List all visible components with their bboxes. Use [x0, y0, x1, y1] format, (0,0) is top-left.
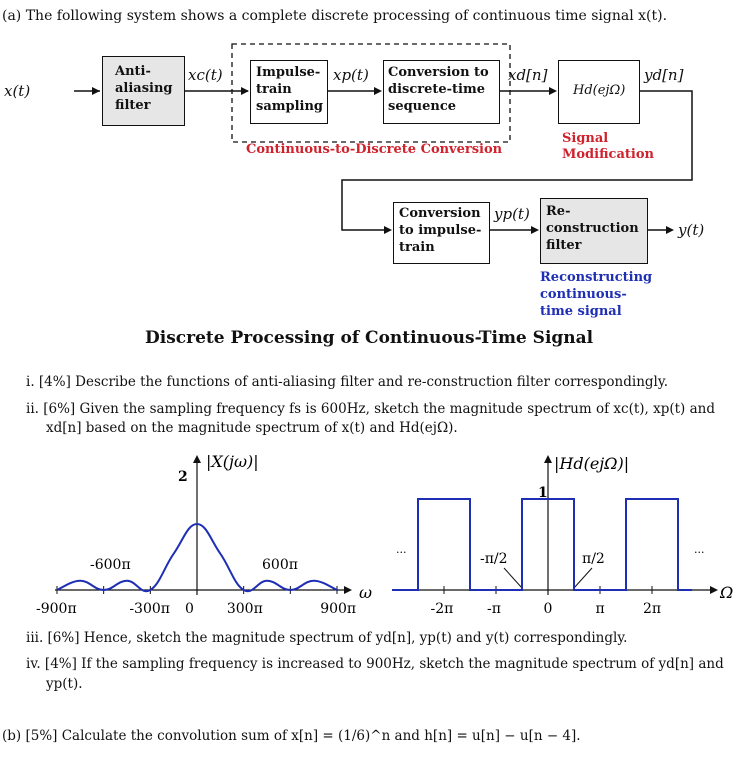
- signal-mod-line-2: Modification: [562, 147, 654, 162]
- anti-aliasing-line-1: Anti-: [115, 64, 151, 79]
- chart-h-right-dots: ...: [694, 543, 705, 556]
- neg-half-pi-pointer: [504, 568, 522, 588]
- impulse-train-line-3: sampling: [256, 99, 324, 114]
- reconstructing-line-3: time signal: [540, 304, 622, 319]
- conversion-impulse-line-2: to impulse-: [399, 223, 482, 238]
- x-tick-label: 0: [185, 601, 194, 617]
- omega-tick-label: 0: [543, 601, 553, 617]
- part-a-intro: (a) The following system shows a complete discrete processing of continuous time signal x(t).: [2, 8, 668, 24]
- output-y-label: y(t): [678, 221, 705, 239]
- impulse-train-line-2: train: [256, 82, 292, 97]
- conversion-impulse-line-1: Conversion: [399, 206, 481, 221]
- reconstructing-line-1: Reconstructing: [540, 270, 653, 285]
- omega-tick-label: -π: [487, 601, 501, 617]
- yp-label: yp(t): [494, 205, 530, 223]
- chart-x-peak-label: 2: [178, 469, 188, 485]
- diagram-title: Discrete Processing of Continuous-Time Signal: [145, 328, 594, 348]
- hd-system-block: [558, 60, 640, 124]
- chart-h-title: |Hd(ejΩ)|: [554, 454, 630, 473]
- x-tick-label: -900π: [36, 601, 77, 617]
- conversion-dt-line-1: Conversion to: [388, 65, 489, 80]
- anti-aliasing-line-3: filter: [115, 98, 151, 113]
- chart-h-level-label: 1: [538, 485, 548, 501]
- x-spectrum-chart: [0, 445, 380, 620]
- question-ii-line-2: xd[n] based on the magnitude spectrum of x(t) and Hd(ejΩ).: [46, 420, 458, 436]
- part-b-question: (b) [5%] Calculate the convolution sum of x[n] = (1/6)^n and h[n] = u[n] − u[n − 4].: [2, 728, 581, 744]
- conversion-to-dt-block: [383, 60, 500, 124]
- reconstructing-line-2: continuous-: [540, 287, 627, 302]
- chart-h-annotation-pos-half-pi: π/2: [582, 551, 605, 567]
- reconstruction-line-1: Re-: [546, 204, 571, 219]
- x-tick-label: -300π: [129, 601, 170, 617]
- reconstruction-filter-block: [540, 198, 648, 264]
- x-axis-arrowhead: [344, 586, 352, 594]
- hd-block-label: Hd(ejΩ): [573, 83, 626, 98]
- xd-label: xd[n]: [508, 66, 548, 84]
- chart-x-annotation-neg600: -600π: [90, 557, 131, 573]
- conversion-impulse-line-3: train: [399, 240, 435, 255]
- chart-h-left-dots: ...: [396, 543, 407, 556]
- question-ii-line-1: ii. [6%] Given the sampling frequency fs is 600Hz, sketch the magnitude spectrum of xc(t), xp(t) and: [26, 401, 715, 417]
- x-tick-label: 900π: [320, 601, 357, 617]
- reconstructing-caption: [540, 269, 652, 320]
- conversion-to-impulse-block: [393, 202, 490, 264]
- pos-half-pi-pointer: [574, 568, 592, 588]
- impulse-train-sampling-block: [250, 60, 328, 124]
- omega-axis-arrowhead: [710, 586, 718, 594]
- question-iv-line-1: iv. [4%] If the sampling frequency is increased to 900Hz, sketch the magnitude spectrum of yd[n] and: [26, 656, 724, 672]
- anti-aliasing-line-2: aliasing: [115, 81, 173, 96]
- anti-aliasing-filter-block: [102, 56, 185, 126]
- hd-spectrum-chart: [380, 445, 754, 620]
- question-iv-line-2: yp(t).: [46, 676, 83, 692]
- omega-tick-label: 2π: [643, 601, 662, 617]
- reconstruction-line-2: construction: [546, 221, 639, 236]
- yd-label: yd[n]: [644, 66, 684, 84]
- xc-label: xc(t): [188, 66, 223, 84]
- reconstruction-line-3: filter: [546, 238, 582, 253]
- chart-h-annotation-neg-half-pi: -π/2: [480, 551, 508, 567]
- chart-x-xlabel: ω: [359, 583, 373, 602]
- question-iii: iii. [6%] Hence, sketch the magnitude spectrum of yd[n], yp(t) and y(t) correspondingly.: [26, 630, 628, 646]
- omega-tick-label: -2π: [430, 601, 454, 617]
- hd-spectrum-curve: [392, 499, 692, 590]
- question-i: i. [4%] Describe the functions of anti-aliasing filter and re-construction filter correspondingly.: [26, 374, 668, 390]
- x-tick-label: 300π: [226, 601, 263, 617]
- xp-label: xp(t): [333, 66, 369, 84]
- chart-h-xlabel: Ω: [720, 583, 734, 602]
- omega-tick-label: π: [595, 601, 605, 617]
- signal-modification-caption: [562, 131, 654, 163]
- y-axis-arrowhead: [193, 455, 201, 463]
- impulse-train-line-1: Impulse-: [256, 65, 321, 80]
- input-x-label: x(t): [4, 82, 31, 100]
- chart-x-title: |X(jω)|: [206, 452, 259, 471]
- chart-x-annotation-pos600: 600π: [262, 557, 298, 573]
- signal-mod-line-1: Signal: [562, 131, 609, 146]
- h-y-axis-arrowhead: [544, 455, 552, 463]
- conversion-dt-line-2: discrete-time: [388, 82, 486, 97]
- c2d-caption: Continuous-to-Discrete Conversion: [246, 142, 503, 157]
- conversion-dt-line-3: sequence: [388, 99, 457, 114]
